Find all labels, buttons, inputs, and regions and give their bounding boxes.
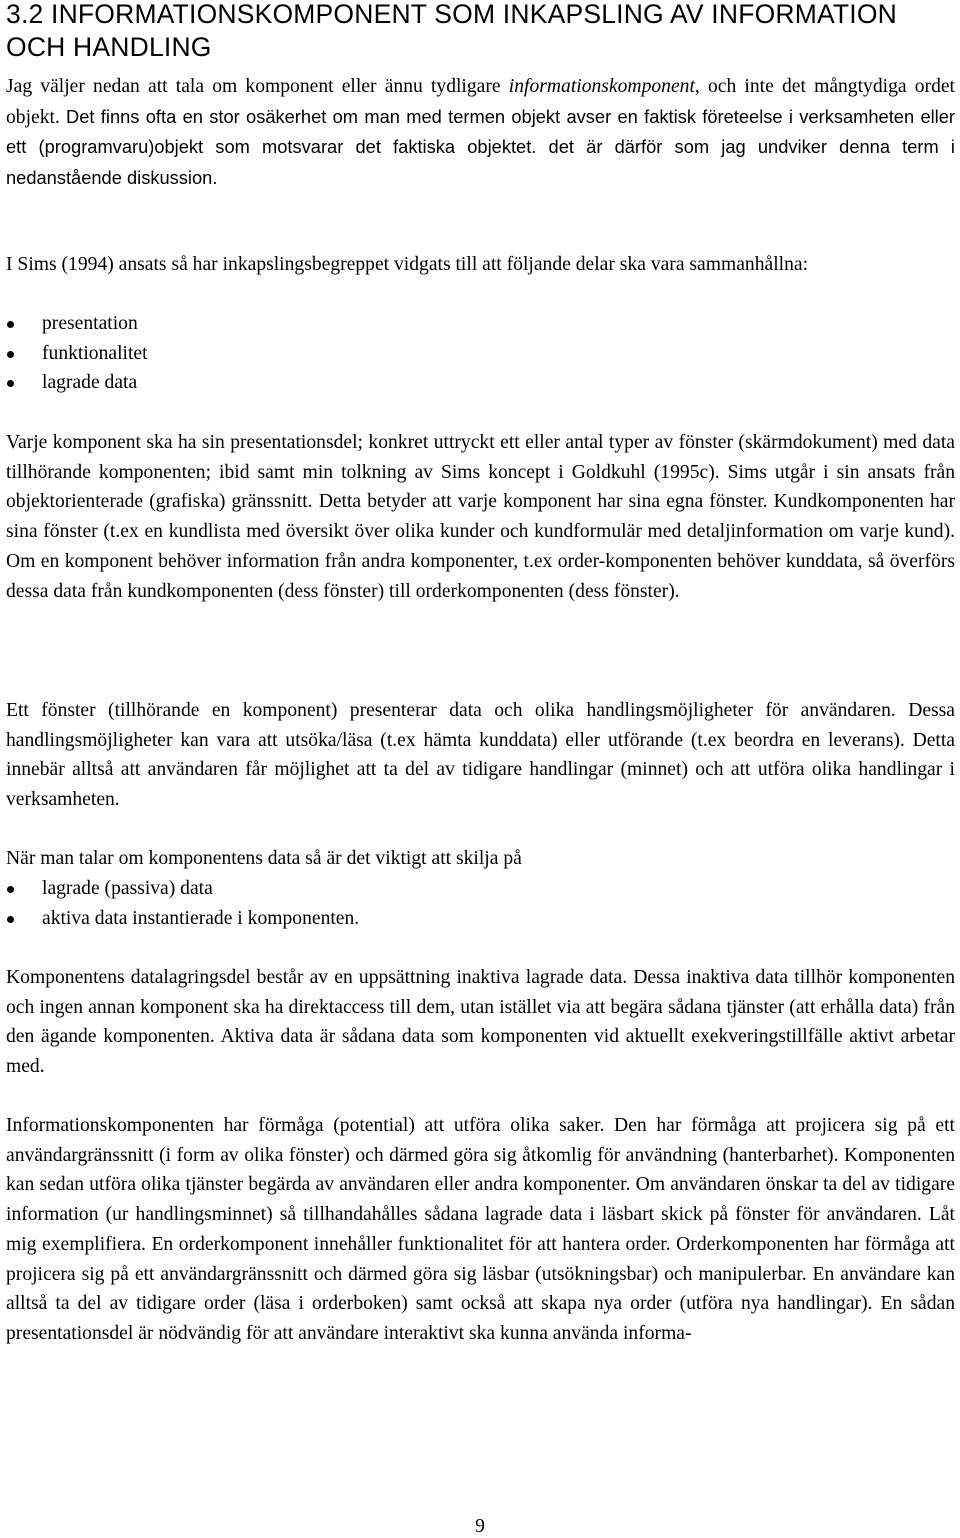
data-kind-list — [0, 874, 940, 933]
list-item: aktiva data instantierade i komponenten. — [0, 904, 940, 934]
section-heading: 3.2 INFORMATIONSKOMPONENT SOM INKAPSLING AV INFORMATION OCH HANDLING — [6, 0, 898, 62]
paragraph-5-intro: När man talar om komponentens data så är det viktigt att skilja på — [6, 848, 522, 869]
p1-italic-term: informationskomponent — [508, 76, 695, 97]
encapsulation-list — [0, 309, 940, 398]
list-item: lagrade (passiva) data — [0, 874, 940, 904]
bullet-icon — [7, 351, 14, 358]
p1-sans-text: Det finns ofta en stor osäkerhet om man med termen objekt avser en faktisk företeelse i verksamheten eller ett (programvaru)objekt som motsvarar det faktiska objektet. det är därför som jag undviker denna term i nedanstående diskussion. — [6, 105, 955, 189]
paragraph-7: Informationskomponenten har förmåga (potential) att utföra olika saker. Den har förmåga att projicera sig på ett användargränssnitt (i form av olika fönster) och därmed göra sig åtkomlig för användning (hanterbarhet). Komponenten kan sedan utföra olika tjänster begärda av användaren eller andra komponenter. Om användaren önskar ta del av tidigare information (ur handlingsminnet) så tillhandahålles sådana lagrade data i läsbart skick på fönster för användaren. Låt mig exemplifiera. En orderkomponent innehåller funktionalitet för att hantera order. Orderkomponenten har förmåga att projicera sig på ett användargränssnitt och därmed göra sig läsbar (utsökningsbar) och manipulerbar. En användare kan alltså ta del av tidigare order (läsa i orderboken) samt också att skapa nya order (utföra nya handlingar). En sådan presentationsdel är nödvändig för att användare interaktivt ska kunna använda informa- — [6, 1115, 955, 1344]
paragraph-3: Varje komponent ska ha sin presentationsdel; konkret uttryckt ett eller antal typer av fönster (skärmdokument) med data tillhörande komponenten; ibid samt min tolkning av Sims koncept i Goldkuhl (1995c). Sims utgår i sin ansats från objektorienterade (grafiska) gränssnitt. Detta betyder att varje komponent har sina egna fönster. Kundkomponenten har sina fönster (t.ex en kundlista med översikt över olika kunder och kundformulär med detaljinformation om varje kund). Om en komponent behöver information från andra komponenter, t.ex order-komponenten behöver kunddata, så överförs dessa data från kundkomponenten (dess fönster) till orderkomponenten (dess fönster). — [6, 432, 955, 602]
list-item: presentation — [0, 309, 940, 339]
bullet-icon — [7, 321, 14, 328]
bullet-icon — [7, 380, 14, 387]
bullet-icon — [7, 916, 14, 923]
paragraph-4: Ett fönster (tillhörande en komponent) presenterar data och olika handlingsmöjligheter för användaren. Dessa handlingsmöjligheter kan vara att utsöka/läsa (t.ex hämta kunddata) eller utförande (t.ex beordra en leverans). Detta innebär alltså att användaren får möjlighet att ta del av tidigare handlingar (minnet) och att utföra olika handlingar i verksamheten. — [6, 700, 955, 811]
list-item: lagrade data — [0, 368, 940, 398]
paragraph-1 — [6, 72, 955, 194]
paragraph-2-intro: I Sims (1994) ansats så har inkapslingsbegreppet vidgats till att följande delar ska vara sammanhållna: — [6, 254, 809, 275]
paragraph-6: Komponentens datalagringsdel består av en uppsättning inaktiva lagrade data. Dessa inaktiva data tillhör komponenten och ingen annan komponent ska ha direktaccess till dem, utan istället via att begära sådana tjänster (att erhålla data) från den ägande komponenten. Aktiva data är sådana data som komponenten vid aktuellt exekveringstillfälle aktivt arbetar med. — [6, 967, 955, 1078]
bullet-icon — [7, 886, 14, 893]
p1-text-a: Jag väljer nedan att tala om komponent eller ännu tydligare — [6, 76, 509, 97]
p1-text-b: , och inte det mångtydiga ordet objekt. — [6, 76, 956, 128]
list-item: funktionalitet — [0, 339, 940, 369]
page-number: 9 — [475, 1516, 485, 1537]
